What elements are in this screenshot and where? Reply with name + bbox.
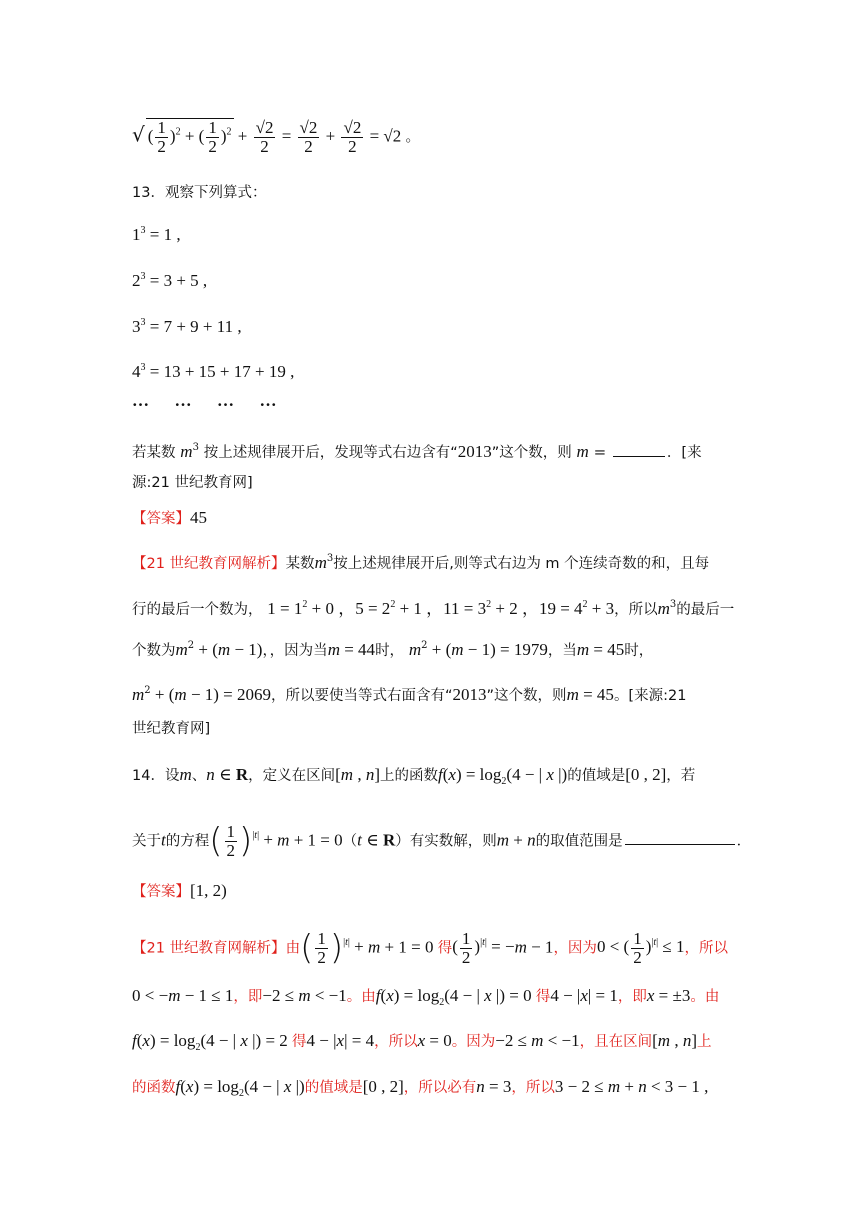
eq-2: $2^3 = 3 + 5$ , <box>132 271 208 290</box>
eq-4: $4^3 = 13 + 15 + 17 + 19$ , <box>132 362 295 381</box>
q13-answer <box>132 507 207 530</box>
answer-label: 【答案】 <box>132 511 190 527</box>
eq-1: $1^3 = 1$ , <box>132 225 181 244</box>
q13-question: 若某数 $m^3$ 按上述规律展开后，发现等式右边含有“2013”这个数，则 m = ．[来 <box>132 442 702 461</box>
answer-blank-14[interactable] <box>625 830 735 845</box>
q14-explanation-line2: 0 < −m − 1 ≤ 1，即−2 ≤ m < −1。由$f(x) = \log_2(4$ − | x |) = 0 得4 − |x| = 1，即x = ±3。由 <box>132 986 720 1008</box>
q14-explanation-line1: 【21 世纪教育网解析】由( $\frac{1}{2}$ )$^{|t|}$ + m + 1 = 0 得( $\frac{1}{2}$ )$^{|t|}$ = −m − 1，因为0 < ( $\frac{1}{2}$ )$^{|t|}$ ≤ 1，所以 <box>132 928 729 969</box>
answer-value-14: [1, 2) <box>190 881 227 900</box>
q14-explanation-line3: $f(x) = \log_2(4$ − | x |) = 2 得4 − |x| = 4，所以x = 0。因为−2 ≤ m < −1，且在区间[m , n]上 <box>132 1031 712 1053</box>
q13-explanation-line3: 个数为$m^2 + (m - 1)$，，因为当m = 44时， $m^2 + (m - 1) = 1979$，当m = 45时， <box>132 640 654 659</box>
q14-explanation-line4: 的函数$f(x) = \log_2(4$ − | x |)的值域是[0 , 2]，所以必有n = 3，所以3 − 2 ≤ m + n < 3 − 1 , <box>132 1077 709 1099</box>
q14-answer: 【答案】[1, 2) <box>132 881 227 900</box>
sentence-end: 。 <box>405 129 420 146</box>
q13-explanation-line1: 【21 世纪教育网解析】某数$m^3$按上述规律展开后,则等式右边为 m 个连续奇数的和，且每 <box>132 553 710 572</box>
q14-line2: 关于t的方程( $\frac{1}{2}$ )$^{|t|}$ + m + 1 = 0（t ∈ R）有实数解，则m + n的取值范围是 ． <box>132 821 752 862</box>
q13-explanation-line2: 行的最后一个数为， $1 = 1^2 + 0$ ，$5 = 2^2 + 1$ ，$11 = 3^2 + 2$ ，$19 = 4^2 + 3$，所以$m^3$的最后一 <box>132 599 735 618</box>
eq-3: $3^3 = 7 + 9 + 11$ , <box>132 317 242 336</box>
q14-line1: 14．设m、n ∈ R，定义在区间[m , n]上的函数$f(x) = \log_2(4$ − | x |)的值域是[0 , 2]，若 <box>132 765 696 787</box>
q13-intro: 13．观察下列算式： <box>132 185 267 201</box>
q13-source: 源:21 世纪教育网] <box>132 475 253 491</box>
q13-explanation-line4: $m^2 + (m - 1) = 2069$，所以要使当等式右面含有“2013”这个数，则m = 45。[来源:21 <box>132 685 687 704</box>
sqrt-equation: √ ( $\frac{1}{2}$ )$^2$ + ( $\frac{1}{2}$ )$^2$ + $\frac{√2}{2}$ = $\frac{√2}{2}$ + $\frac{√2}{2}$ = √2 。 <box>132 118 420 156</box>
answer-blank[interactable] <box>613 442 665 457</box>
q13-explanation-source: 世纪教育网] <box>132 721 211 737</box>
answer-value: 45 <box>190 508 207 527</box>
explanation-label: 【21 世纪教育网解析】 <box>132 556 286 572</box>
ellipsis-row: … … … … <box>132 391 277 410</box>
